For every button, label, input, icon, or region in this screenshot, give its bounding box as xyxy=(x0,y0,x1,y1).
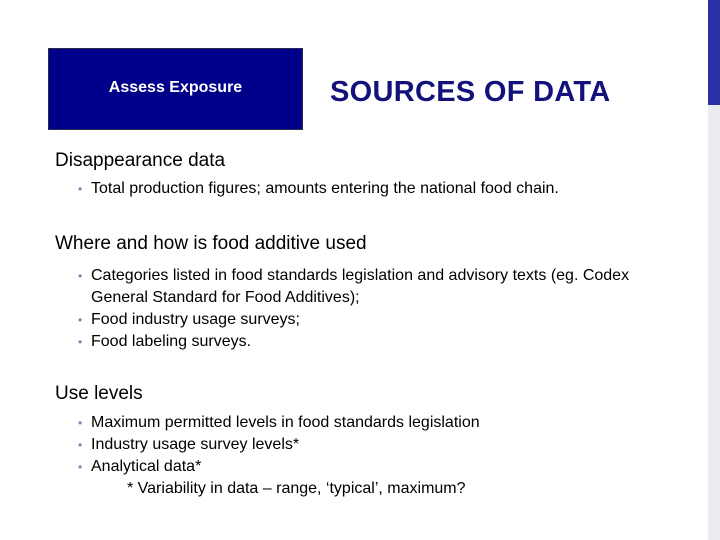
list-item-text: Industry usage survey levels* xyxy=(91,436,300,453)
list-item xyxy=(78,265,658,309)
list-item xyxy=(78,178,678,200)
section-list-disappearance xyxy=(78,178,678,200)
bullet-icon: • xyxy=(78,460,83,474)
bullet-icon: • xyxy=(78,335,83,349)
list-item xyxy=(78,456,678,478)
variability-note: * Variability in data – range, ‘typical’, maximum? xyxy=(127,480,466,497)
section-list-where-how xyxy=(78,265,658,353)
bullet-icon: • xyxy=(78,416,83,430)
bullet-icon: • xyxy=(78,438,83,452)
list-item xyxy=(78,412,678,434)
bullet-icon: • xyxy=(78,269,83,283)
assess-exposure-label: Assess Exposure xyxy=(108,79,243,96)
list-item-text: Analytical data* xyxy=(91,458,202,475)
slide-title: SOURCES OF DATA xyxy=(330,76,611,108)
bullet-icon: • xyxy=(78,313,83,327)
right-edge-accent xyxy=(708,0,720,105)
list-item-text: Food industry usage surveys; xyxy=(91,311,300,328)
list-item xyxy=(78,309,658,331)
section-heading-where-how: Where and how is food additive used xyxy=(55,233,367,254)
section-list-use-levels xyxy=(78,412,678,478)
list-item-text: Total production figures; amounts entering the national food chain. xyxy=(91,180,559,197)
right-edge-bar xyxy=(708,0,720,540)
list-item-text: Maximum permitted levels in food standards legislation xyxy=(91,414,480,431)
list-item xyxy=(78,434,678,456)
list-item xyxy=(78,331,658,353)
section-heading-disappearance: Disappearance data xyxy=(55,150,226,171)
list-item-text: Categories listed in food standards legislation and advisory texts (eg. Codex General Standard for Food Additives); xyxy=(91,267,630,306)
section-heading-use-levels: Use levels xyxy=(55,383,143,404)
list-item-text: Food labeling surveys. xyxy=(91,333,252,350)
assess-exposure-box xyxy=(48,48,303,130)
bullet-icon: • xyxy=(78,182,83,196)
